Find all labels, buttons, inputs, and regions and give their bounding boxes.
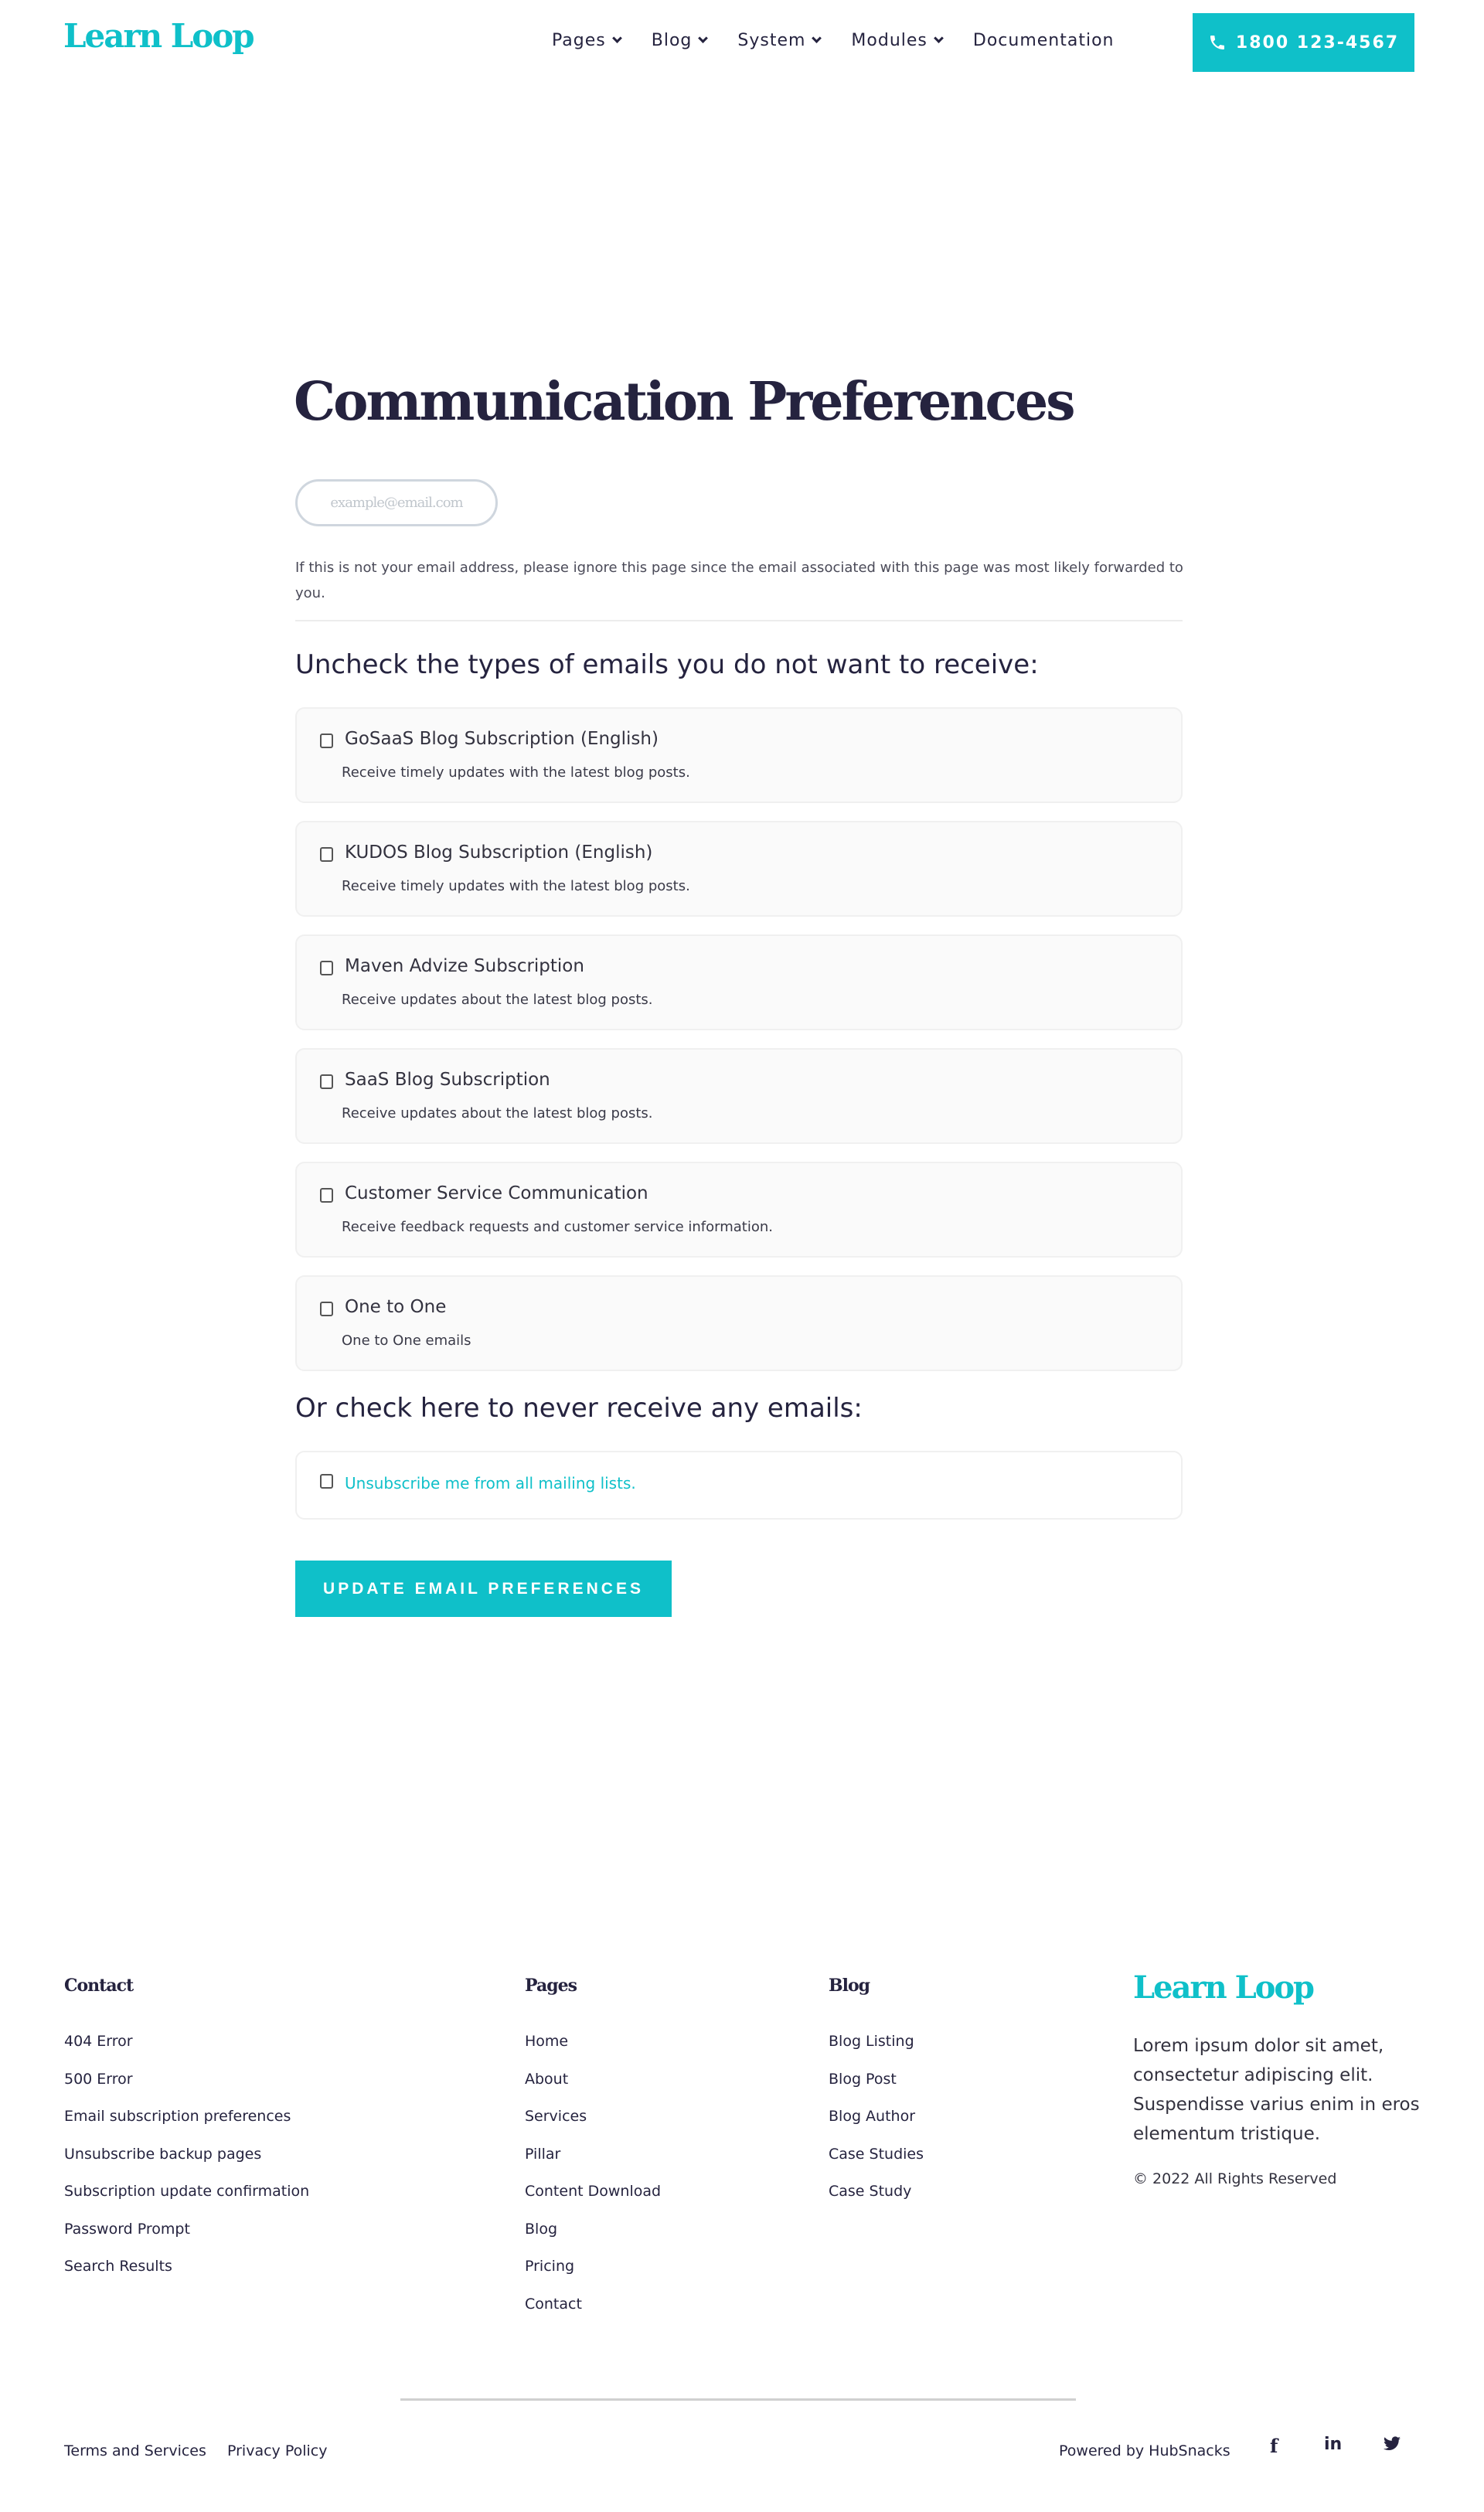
footer-link-item bbox=[829, 2183, 924, 2221]
footer-link[interactable]: 500 Error bbox=[64, 2070, 133, 2088]
footer-link[interactable]: Blog Post bbox=[829, 2070, 897, 2088]
footer-about: Lorem ipsum dolor sit amet, consectetur adipiscing elit. Suspendisse varius enim in eros elementum tristique. bbox=[1133, 2036, 1420, 2144]
twitter-icon[interactable] bbox=[1382, 2435, 1402, 2458]
footer-link[interactable]: Password Prompt bbox=[64, 2220, 190, 2238]
chevron-down-icon bbox=[934, 33, 944, 43]
nav-modules[interactable] bbox=[851, 31, 941, 50]
footer-link-item bbox=[64, 2221, 309, 2258]
footer-link[interactable]: Pricing bbox=[525, 2258, 575, 2275]
footer-link-item bbox=[64, 2146, 309, 2184]
footer-link[interactable]: Case Studies bbox=[829, 2145, 924, 2163]
footer-pages-links bbox=[525, 2033, 661, 2333]
footer-link[interactable]: Contact bbox=[525, 2295, 582, 2313]
nav-pages[interactable] bbox=[552, 31, 621, 50]
linkedin-icon[interactable]: in bbox=[1324, 2435, 1343, 2454]
subscription-title[interactable]: SaaS Blog Subscription bbox=[345, 1070, 550, 1090]
email-note: If this is not your email address, please ignore this page since the email associated with this page was most likely forwarded to you. bbox=[295, 560, 1183, 601]
subscription-option[interactable] bbox=[295, 707, 1183, 803]
nav-label: Documentation bbox=[972, 31, 1115, 50]
copyright: © 2022 All Rights Reserved bbox=[1133, 2170, 1337, 2187]
footer-link[interactable]: Case Study bbox=[829, 2183, 912, 2200]
logo[interactable]: Learn Loop bbox=[63, 17, 254, 55]
chevron-down-icon bbox=[612, 33, 622, 43]
subscription-description: Receive updates about the latest blog posts. bbox=[342, 1105, 653, 1122]
footer-link-item bbox=[64, 2183, 309, 2221]
footer-link-item bbox=[525, 2296, 661, 2333]
phone-icon bbox=[1208, 33, 1227, 52]
chevron-down-icon bbox=[812, 33, 822, 43]
subscription-title[interactable]: Maven Advize Subscription bbox=[345, 956, 584, 976]
footer-link-item bbox=[829, 2108, 924, 2146]
footer-link-item bbox=[525, 2146, 661, 2184]
subscription-option[interactable] bbox=[295, 1048, 1183, 1144]
nav-label: Pages bbox=[552, 31, 606, 50]
email-display: example@email.com bbox=[295, 479, 498, 526]
subscription-checkbox[interactable] bbox=[320, 1188, 333, 1203]
footer-link[interactable]: Subscription update confirmation bbox=[64, 2183, 310, 2200]
divider bbox=[295, 620, 1183, 621]
footer-link-item bbox=[829, 2071, 924, 2109]
subscription-description: Receive feedback requests and customer service information. bbox=[342, 1219, 773, 1235]
terms-link[interactable]: Terms and Services bbox=[64, 2442, 206, 2459]
subscription-checkbox[interactable] bbox=[320, 734, 333, 748]
footer-link[interactable]: Email subscription preferences bbox=[64, 2108, 291, 2125]
footer-heading-pages: Pages bbox=[525, 1976, 577, 1996]
powered-by-link[interactable]: Powered by HubSnacks bbox=[1059, 2442, 1230, 2459]
footer-link[interactable]: Services bbox=[525, 2108, 587, 2125]
update-preferences-button[interactable]: UPDATE EMAIL PREFERENCES bbox=[295, 1561, 672, 1617]
subscription-checkbox[interactable] bbox=[320, 961, 333, 975]
footer-link-item bbox=[829, 2033, 924, 2071]
unsubscribe-checkbox[interactable] bbox=[320, 1474, 333, 1489]
footer-link[interactable]: Unsubscribe backup pages bbox=[64, 2145, 262, 2163]
facebook-icon[interactable]: f bbox=[1270, 2435, 1278, 2457]
privacy-link[interactable]: Privacy Policy bbox=[227, 2442, 328, 2459]
subscription-title[interactable]: Customer Service Communication bbox=[345, 1183, 648, 1203]
footer-divider bbox=[400, 2398, 1076, 2401]
footer-logo[interactable]: Learn Loop bbox=[1133, 1969, 1314, 2006]
subscription-description: Receive timely updates with the latest blog posts. bbox=[342, 764, 690, 781]
footer-link-item bbox=[525, 2108, 661, 2146]
footer-link-item bbox=[64, 2071, 309, 2109]
chevron-down-icon bbox=[699, 33, 709, 43]
footer-link[interactable]: Blog Listing bbox=[829, 2033, 914, 2050]
main-nav bbox=[552, 31, 1145, 50]
footer-link-item bbox=[525, 2071, 661, 2109]
footer-link[interactable]: Search Results bbox=[64, 2258, 172, 2275]
subscription-title[interactable]: GoSaaS Blog Subscription (English) bbox=[345, 729, 659, 749]
subscription-checkbox[interactable] bbox=[320, 1074, 333, 1089]
phone-number: 1800 123-4567 bbox=[1235, 32, 1400, 53]
footer-link[interactable]: About bbox=[525, 2070, 569, 2088]
footer-heading-blog: Blog bbox=[829, 1976, 870, 1996]
nav-blog[interactable] bbox=[652, 31, 707, 50]
footer-link[interactable]: Pillar bbox=[525, 2145, 561, 2163]
uncheck-heading: Uncheck the types of emails you do not want to receive: bbox=[295, 649, 1039, 680]
subscription-checkbox[interactable] bbox=[320, 1302, 333, 1316]
unsubscribe-label[interactable]: Unsubscribe me from all mailing lists. bbox=[345, 1474, 636, 1493]
footer-link[interactable]: 404 Error bbox=[64, 2033, 133, 2050]
footer-link[interactable]: Blog bbox=[525, 2220, 557, 2238]
footer-link-item bbox=[64, 2033, 309, 2071]
nav-label: System bbox=[737, 31, 806, 50]
page-title: Communication Preferences bbox=[294, 371, 1074, 433]
footer-link-item bbox=[525, 2033, 661, 2071]
footer-link-item bbox=[829, 2146, 924, 2184]
subscription-description: Receive updates about the latest blog posts. bbox=[342, 992, 653, 1008]
nav-system[interactable] bbox=[737, 31, 820, 50]
subscription-option[interactable] bbox=[295, 1275, 1183, 1371]
footer-heading-contact: Contact bbox=[64, 1976, 134, 1996]
footer-link-item bbox=[525, 2221, 661, 2258]
footer-link-item bbox=[525, 2258, 661, 2296]
phone-button[interactable] bbox=[1193, 13, 1414, 72]
unsubscribe-all-option[interactable] bbox=[295, 1451, 1183, 1520]
nav-documentation[interactable] bbox=[973, 31, 1115, 50]
footer-link-item bbox=[64, 2108, 309, 2146]
footer-link[interactable]: Home bbox=[525, 2033, 569, 2050]
footer-link[interactable]: Blog Author bbox=[829, 2108, 916, 2125]
footer-link[interactable]: Content Download bbox=[525, 2183, 662, 2200]
nav-label: Modules bbox=[851, 31, 928, 50]
subscription-option[interactable] bbox=[295, 821, 1183, 917]
footer-contact-links bbox=[64, 2033, 309, 2296]
never-heading: Or check here to never receive any emails: bbox=[295, 1393, 863, 1424]
subscription-description: One to One emails bbox=[342, 1333, 471, 1349]
subscription-option[interactable] bbox=[295, 934, 1183, 1030]
subscription-title[interactable]: One to One bbox=[345, 1297, 447, 1317]
footer-link-item bbox=[64, 2258, 309, 2296]
subscription-option[interactable] bbox=[295, 1162, 1183, 1258]
subscription-description: Receive timely updates with the latest blog posts. bbox=[342, 878, 690, 894]
subscription-checkbox[interactable] bbox=[320, 847, 333, 862]
footer-blog-links bbox=[829, 2033, 924, 2221]
subscription-title[interactable]: KUDOS Blog Subscription (English) bbox=[345, 842, 653, 863]
footer-link-item bbox=[525, 2183, 661, 2221]
nav-label: Blog bbox=[651, 31, 693, 50]
